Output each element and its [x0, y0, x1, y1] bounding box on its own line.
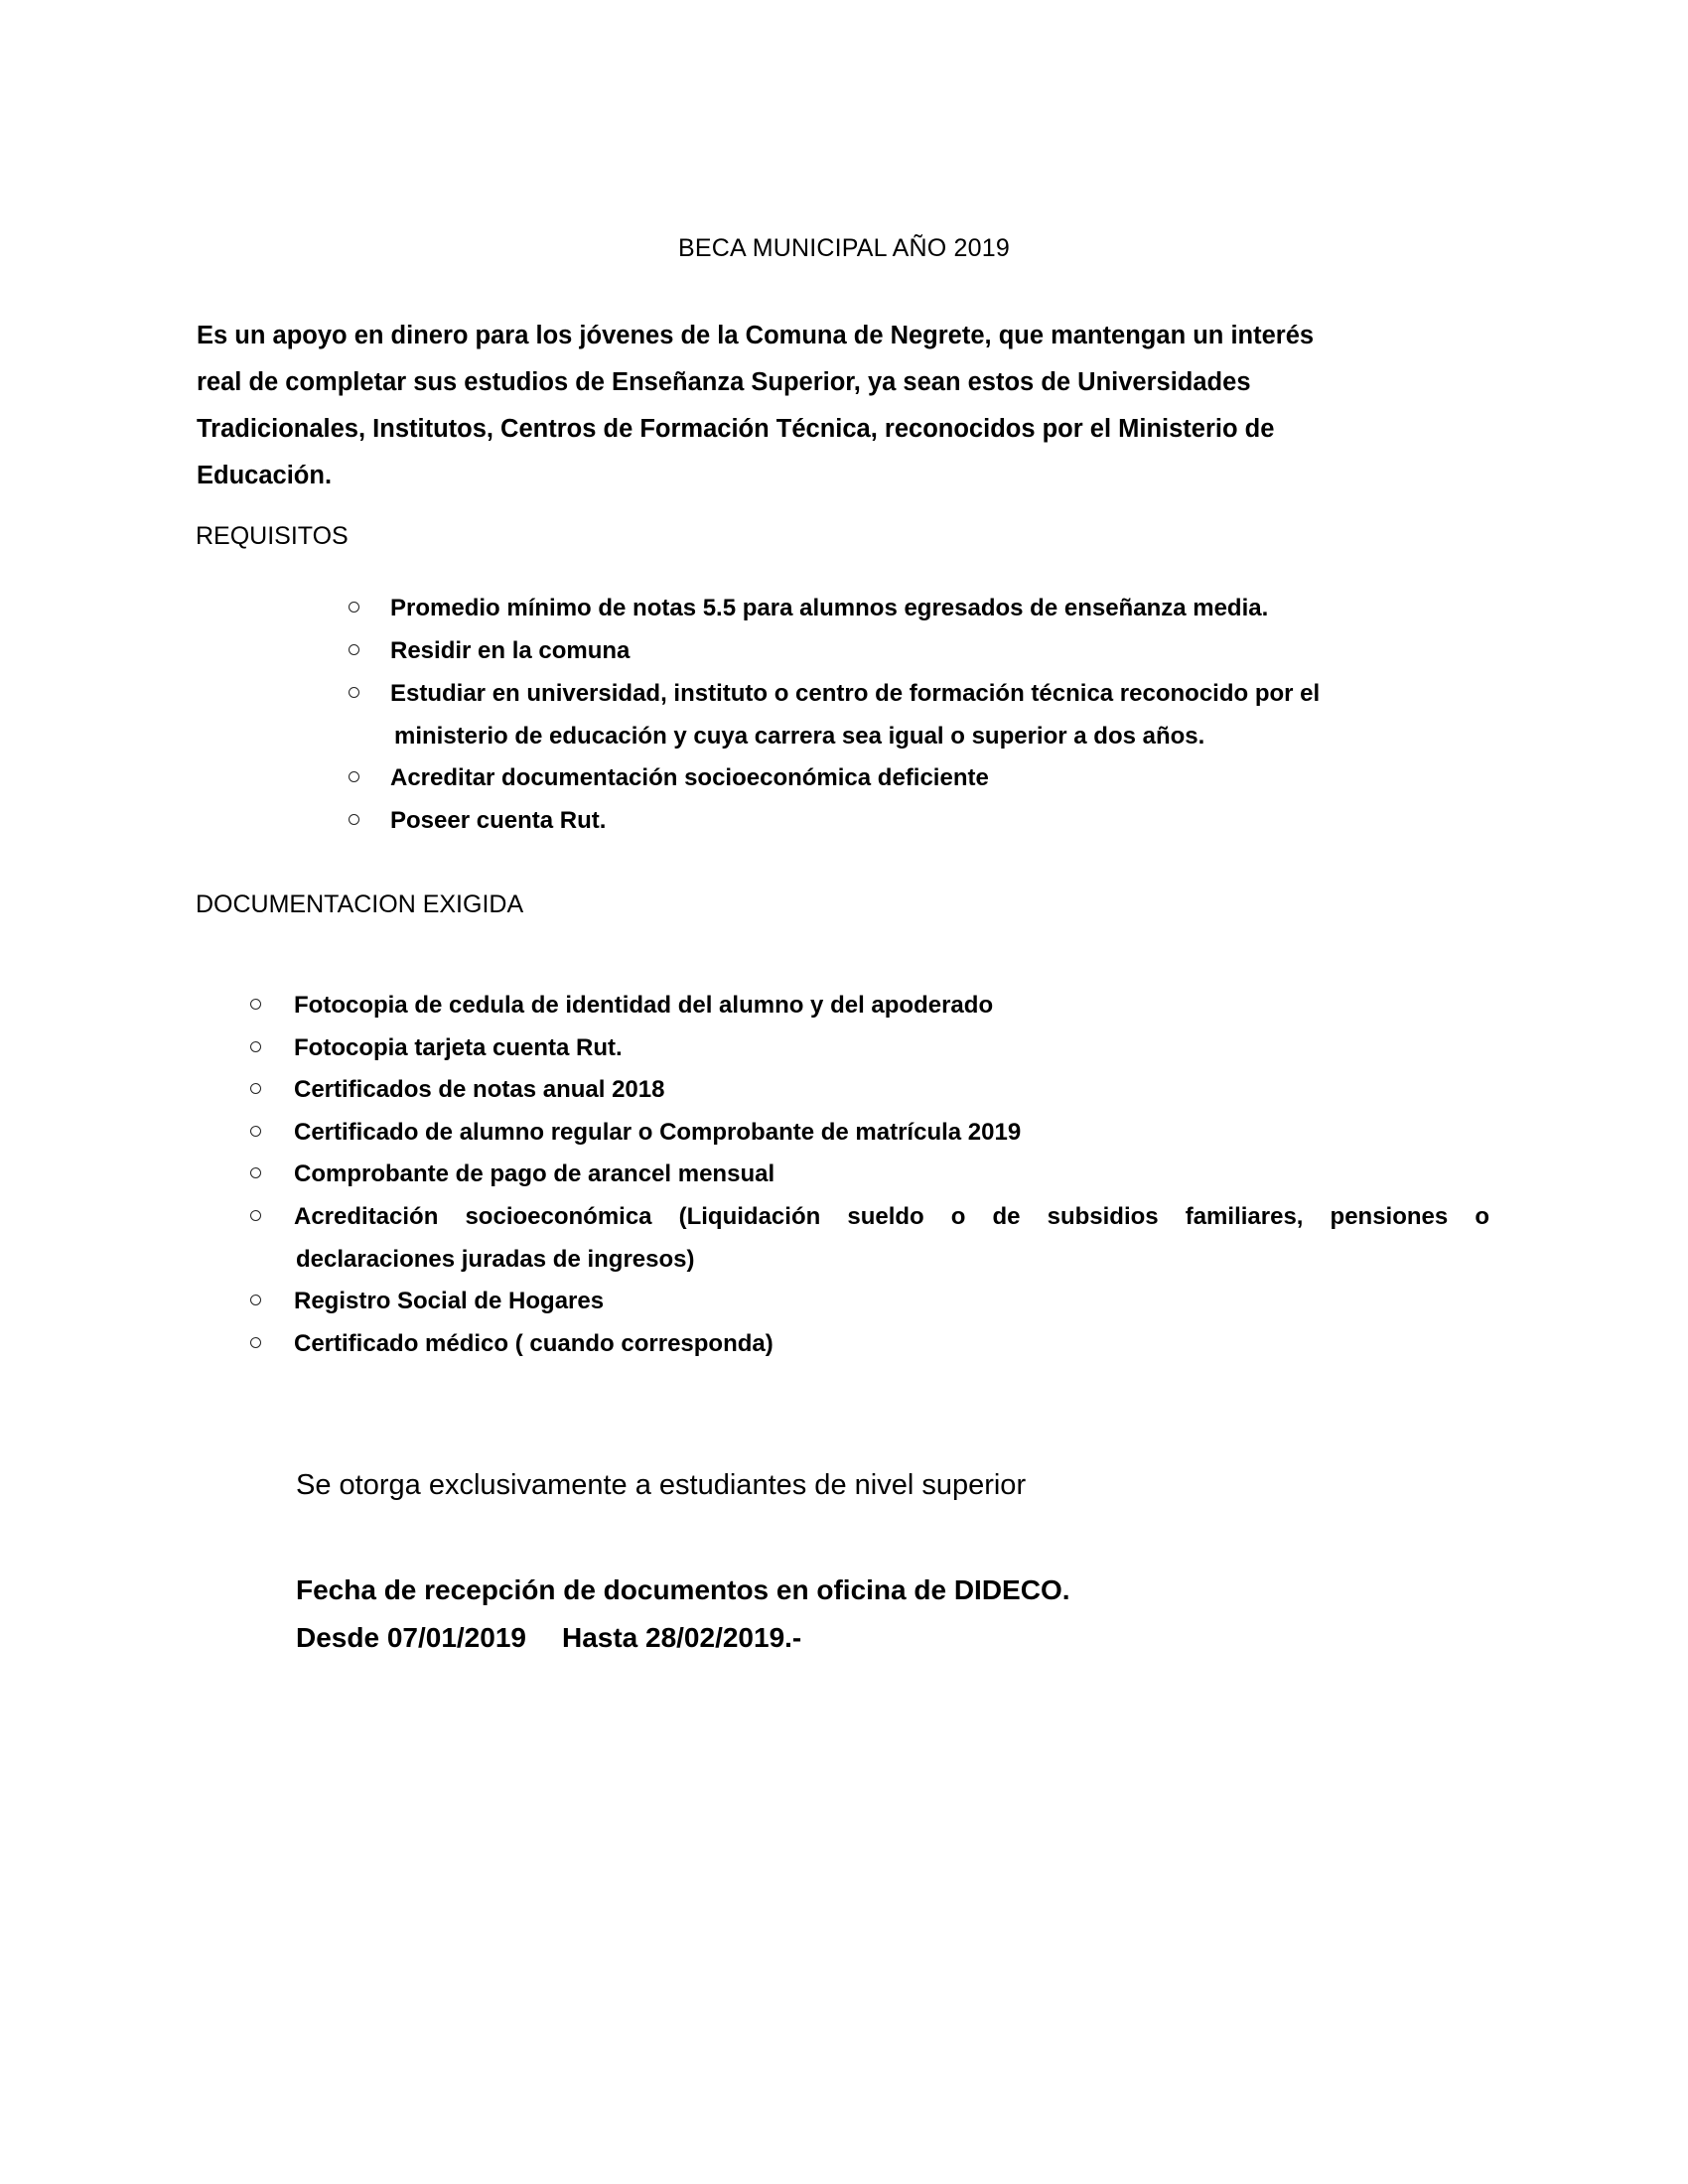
bullet-circle-icon [349, 687, 359, 698]
list-item-text: Certificado de alumno regular o Comprobante de matrícula 2019 [294, 1119, 1022, 1146]
documentacion-heading: DOCUMENTACION EXIGIDA [196, 890, 524, 918]
intro-line: Es un apoyo en dinero para los jóvenes de la Comuna de Negrete, que mantengan un interés [197, 322, 1315, 349]
list-item-text: Poseer cuenta Rut. [390, 807, 607, 834]
bullet-circle-icon [349, 602, 359, 613]
list-item-text: Acreditación socioeconómica (Liquidación sueldo o de subsidios familiares, pensiones o [294, 1203, 1489, 1230]
date-to: Hasta 28/02/2019.- [561, 1622, 802, 1653]
bullet-circle-icon [250, 1167, 261, 1178]
bullet-circle-icon [250, 1126, 261, 1137]
bullet-circle-icon [250, 1210, 261, 1221]
list-item-text: Fotocopia de cedula de identidad del alumno y del apoderado [294, 992, 994, 1019]
bullet-circle-icon [250, 1083, 261, 1094]
page-title: BECA MUNICIPAL AÑO 2019 [678, 234, 1010, 262]
reception-line: Fecha de recepción de documentos en oficina de DIDECO. [296, 1574, 1070, 1605]
date-from: Desde 07/01/2019 [296, 1622, 526, 1653]
list-item-text: Certificados de notas anual 2018 [294, 1076, 665, 1103]
list-item-text-continued: declaraciones juradas de ingresos) [296, 1246, 695, 1273]
bullet-circle-icon [250, 999, 261, 1010]
bullet-circle-icon [250, 1295, 261, 1305]
list-item-text: Estudiar en universidad, instituto o centro de formación técnica reconocido por el [390, 680, 1321, 707]
list-item-text: Acreditar documentación socioeconómica deficiente [390, 764, 989, 791]
bullet-circle-icon [349, 644, 359, 655]
intro-line: real de completar sus estudios de Enseñanza Superior, ya sean estos de Universidades [197, 368, 1251, 396]
eligibility-note: Se otorga exclusivamente a estudiantes de nivel superior [296, 1469, 1027, 1501]
list-item-text: Residir en la comuna [390, 637, 631, 664]
reception-info [296, 1567, 1070, 1662]
list-item-text: Promedio mínimo de notas 5.5 para alumnos egresados de enseñanza media. [390, 595, 1269, 621]
bullet-circle-icon [349, 771, 359, 782]
intro-line: Educación. [197, 462, 333, 489]
list-item-text-continued: ministerio de educación y cuya carrera sea igual o superior a dos años. [394, 723, 1205, 750]
intro-line: Tradicionales, Institutos, Centros de Formación Técnica, reconocidos por el Ministerio de [197, 415, 1275, 443]
bullet-circle-icon [250, 1337, 261, 1348]
reception-dates [296, 1614, 1070, 1662]
list-item-text: Registro Social de Hogares [294, 1288, 605, 1314]
intro-paragraph [197, 313, 1314, 499]
list-item-text: Certificado médico ( cuando corresponda) [294, 1330, 774, 1357]
bullet-circle-icon [349, 814, 359, 825]
requisitos-heading: REQUISITOS [196, 522, 349, 550]
list-item-text: Fotocopia tarjeta cuenta Rut. [294, 1034, 623, 1061]
list-item-text: Comprobante de pago de arancel mensual [294, 1160, 775, 1187]
bullet-circle-icon [250, 1041, 261, 1052]
